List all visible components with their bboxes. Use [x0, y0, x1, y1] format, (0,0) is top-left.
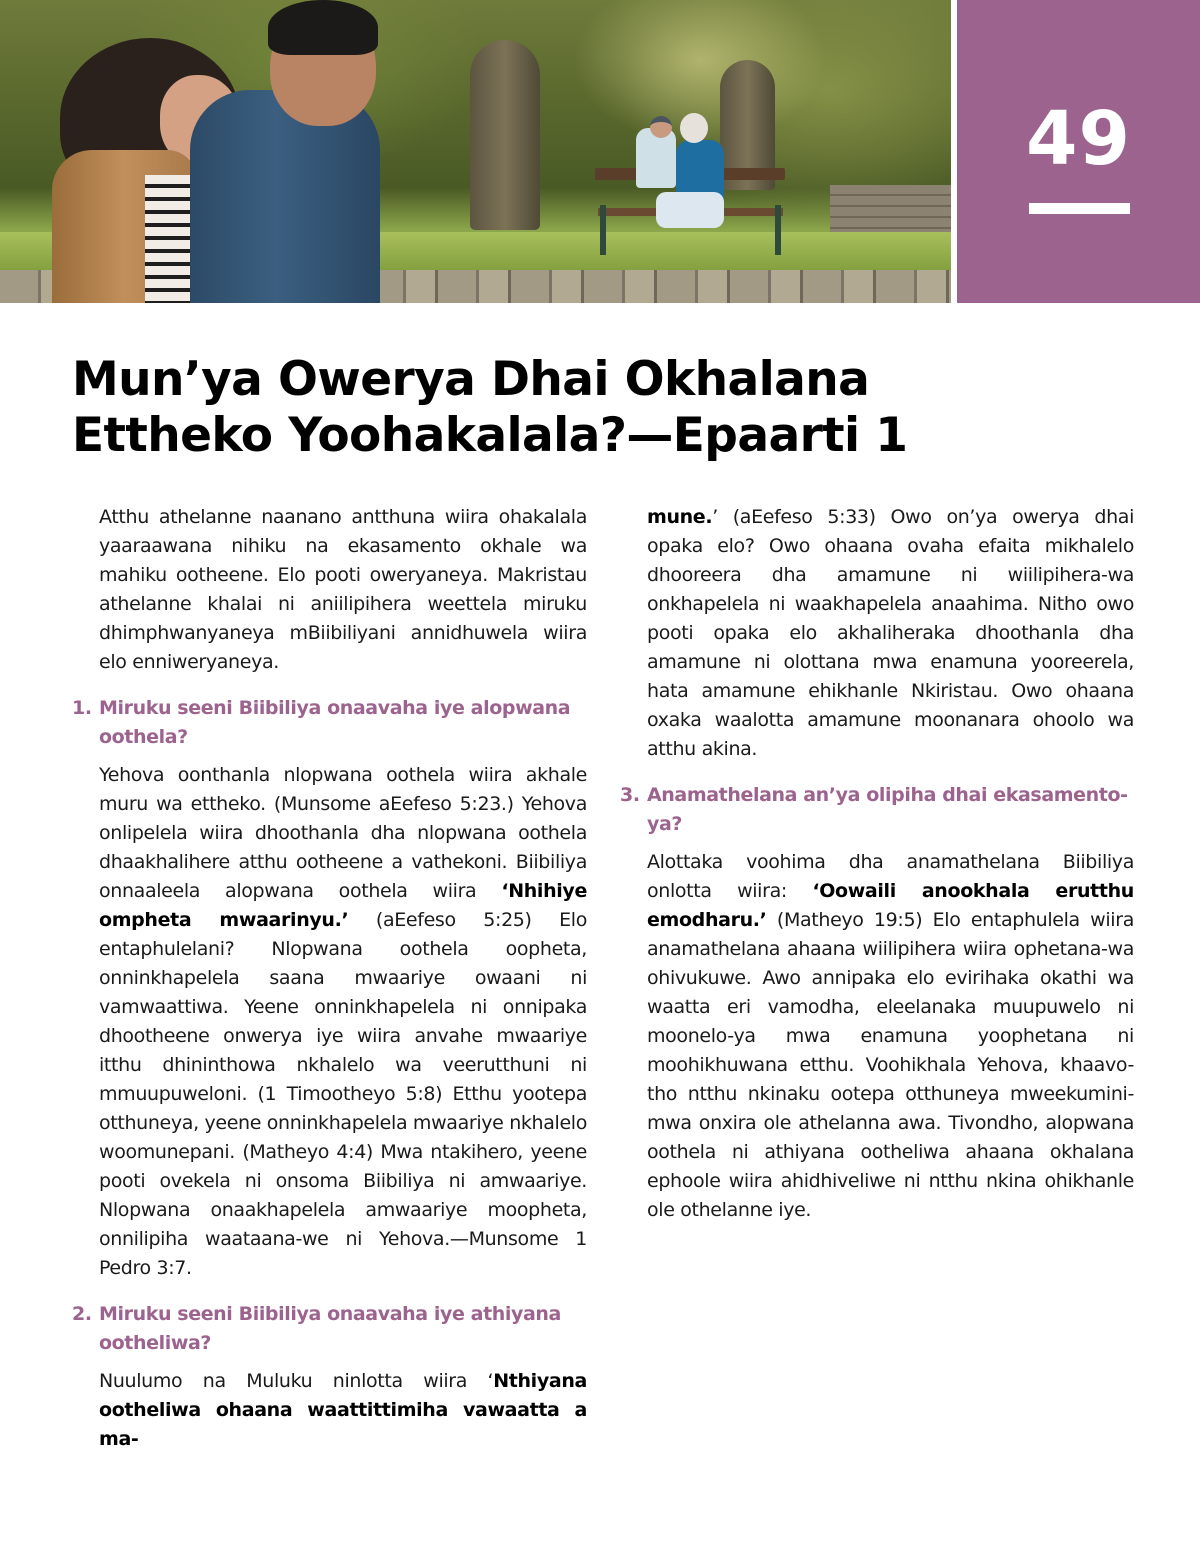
elderly-man-head — [650, 116, 672, 138]
question-2 — [72, 1300, 587, 1358]
tree-trunk — [470, 40, 540, 230]
question-text: Anamathelana an’ya olipiha dhai ekasamento-ya? — [647, 784, 1128, 835]
lesson-number-underline — [1029, 203, 1130, 214]
question-number: 3. — [620, 784, 640, 806]
page-title — [72, 352, 932, 464]
park-bench-leg — [775, 205, 781, 255]
question-1 — [72, 694, 587, 752]
park-bench-leg — [600, 205, 606, 255]
right-column — [620, 503, 1134, 1225]
answer-paragraph-2-part-1 — [99, 1367, 587, 1454]
question-number: 2. — [72, 1303, 92, 1325]
answer-paragraph-3 — [647, 848, 1134, 1225]
elderly-woman-head — [680, 113, 708, 143]
answer-paragraph-2-part-2 — [647, 503, 1134, 764]
answer-paragraph-1 — [99, 761, 587, 1283]
answer-text: Alottaka voohima dha anamathelana Biibiliya onlotta wiira: — [647, 851, 1134, 902]
intro-paragraph: Atthu athelanne naanano antthuna wiira ohakalala yaaraawana nihiku na ekasamento okhale wa mahiku ootheene. Elo pooti oweryaneya. Makristau athelanne khalai ni aniilipihera weettela miruku dhimphwanyaneya mBiibiliyani annidhuwela wiira elo enniweryaneya. — [99, 506, 587, 673]
scripture-quote: ‘Oowaili anookhala erutthu emodharu.’ — [647, 880, 1134, 931]
left-column — [72, 503, 587, 1454]
answer-text: Nuulumo na Muluku ninlotta wiira ‘ — [99, 1370, 494, 1392]
header-photo — [0, 0, 951, 303]
answer-text: (aEefeso 5:25) Elo entaphulelani? Nlopwana oothela oopheta, onninkhapelela saana mwaariye owaani ni vamwaattiwa. Yeene onninkhapelela ni onnipaka dhootheene onwerya iye wiira anvahe mwaariye itthu dhininthowa nkhalelo wa veerutthuni ni mmuupuweloni. (1 Timootheyo 5:8) Etthu yootepa otthuneya, yeene onninkhapelela mwaariye nkhalelo woomunepani. (Matheyo 4:4) Mwa ntakihero, yeene pooti ovekela ni onsoma Biibiliya ni amwaariye. Nlopwana onaakhapelela amwaariye moopheta, onnilipiha waataana-we ni Yehova.—Munsome 1 Pedro 3:7. — [99, 909, 588, 1279]
page-title-line-2: Ettheko Yoohakalala?—Epaarti 1 — [72, 408, 908, 463]
question-text: Miruku seeni Biibiliya onaavaha iye alopwana oothela? — [99, 697, 571, 748]
lesson-number: 49 — [1026, 96, 1131, 182]
young-man-hair — [268, 0, 378, 55]
lesson-number-badge — [957, 0, 1200, 303]
elderly-woman-dress — [656, 192, 724, 228]
question-3 — [620, 781, 1134, 839]
question-text: Miruku seeni Biibiliya onaavaha iye athiyana ootheliwa? — [99, 1303, 561, 1354]
answer-text: Yehova oonthanla nlopwana oothela wiira akhale muru wa ettheko. (Munsome aEefeso 5:23.) Yehova onlipelela wiira dhoothanla dha nlopwana oothela dhaakhalihere atthu ootheene a vathekoni. Biibiliya onnaaleela alopwana oothela wiira — [99, 764, 587, 902]
answer-text: (Matheyo 19:5) Elo entaphulela wiira anamathelana ahaana wiilipihera wiira ophetana-wa ohivukuwe. Awo annipaka elo evirihaka okathi wa waatta eri vamodha, eleelanaka muupuwelo ni moonelo-ya mwa enamuna yoophetana ni moohikhuwana etthu. Voohikhala Yehova, khaavo-tho ntthu nkinaku ootepa otthuneya mweekumini-mwa onxira ole athelanna awa. Tivondho, alopwana oothela ni athiyana ootheliwa ahaana okhalana ephoole wiira ahidhiveliwe ni ntthu nkina ohikhanle ole othelanne iye. — [647, 909, 1134, 1221]
question-number: 1. — [72, 697, 92, 719]
scripture-quote: ‘Nhihiye ompheta mwaarinyu.’ — [99, 880, 587, 931]
young-man-shirt — [190, 90, 380, 303]
scripture-quote-part-1: Nthiyana ootheliwa ohaana waattittimiha vawaatta a ma- — [99, 1370, 587, 1450]
answer-text: ’ (aEefeso 5:33) Owo on’ya owerya dhai opaka elo? Owo ohaana ovaha efaita mikhalelo dhooreera dha amamune ni wiilipihera-wa onkhapelela ni waakhapelela anaahima. Nitho owo pooti opaka elo akhaliheraka dhoothanla dha amamune ni olottana mwa enamuna yooreerela, hata amamune ehikhanle Nkiristau. Owo ohaana oxaka waalotta amamune moonanara ohoolo wa atthu akina. — [647, 506, 1134, 760]
page-title-line-1: Mun’ya Owerya Dhai Okhalana — [72, 352, 870, 407]
elderly-woman — [676, 140, 724, 200]
scripture-quote-part-2: mune. — [647, 506, 713, 528]
